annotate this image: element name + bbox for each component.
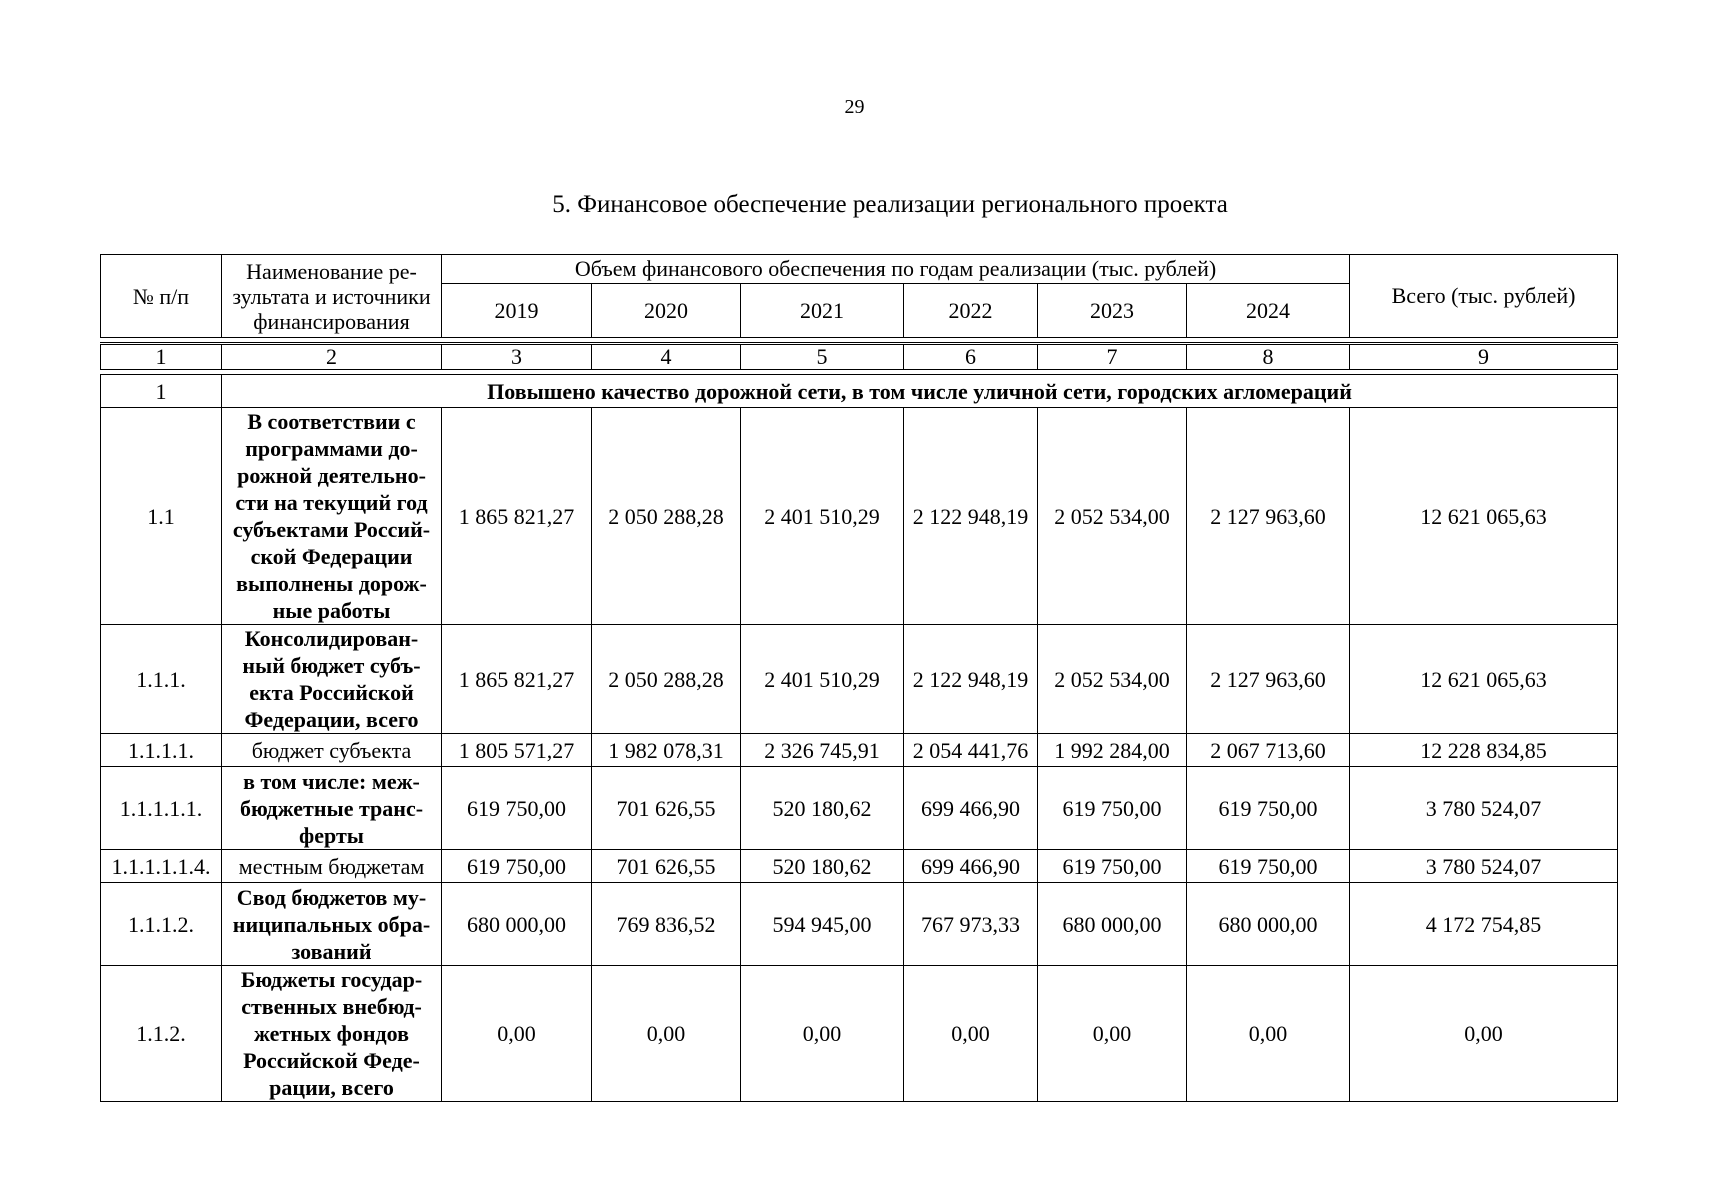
row-value-cell: 680 000,00 [1038,883,1187,966]
row-value-cell: 2 127 963,60 [1187,408,1350,625]
row-value-cell: 2 401 510,29 [741,408,904,625]
row-value-cell: 619 750,00 [1038,767,1187,850]
row-total-cell: 4 172 754,85 [1350,883,1618,966]
row-value-cell: 619 750,00 [442,767,592,850]
row-value-cell: 2 052 534,00 [1038,625,1187,734]
row-value-cell: 619 750,00 [1038,850,1187,883]
row-num-cell: 1.1.1.1.1.4. [101,850,222,883]
row-name-cell: Консолидирован-ный бюджет субъ-екта Российской Федерации, всего [222,625,442,734]
header-year-cell: 2019 [442,284,592,338]
row-value-cell: 619 750,00 [1187,767,1350,850]
row-num-cell: 1.1.2. [101,966,222,1102]
row-value-cell: 520 180,62 [741,850,904,883]
column-number-cell: 4 [592,344,741,370]
row-value-cell: 2 052 534,00 [1038,408,1187,625]
column-number-cell: 8 [1187,344,1350,370]
row-name-cell: бюджет субъекта [222,734,442,767]
column-number-cell: 5 [741,344,904,370]
header-year-cell: 2022 [904,284,1038,338]
column-number-cell: 3 [442,344,592,370]
row-value-cell: 701 626,55 [592,850,741,883]
row-total-cell: 12 621 065,63 [1350,408,1618,625]
row-value-cell: 699 466,90 [904,850,1038,883]
header-year-cell: 2023 [1038,284,1187,338]
table-row [101,966,1618,1102]
column-number-cell: 7 [1038,344,1187,370]
row-num-cell: 1.1.1.2. [101,883,222,966]
row-value-cell: 769 836,52 [592,883,741,966]
row-num-cell: 1.1.1.1.1. [101,767,222,850]
header-row-top [101,255,1618,284]
row-value-cell: 1 805 571,27 [442,734,592,767]
header-num-cell: № п/п [101,255,222,338]
row-value-cell: 680 000,00 [442,883,592,966]
row-name-cell: местным бюджетам [222,850,442,883]
table-row [101,767,1618,850]
row-value-cell: 2 127 963,60 [1187,625,1350,734]
row-total-cell: 12 621 065,63 [1350,625,1618,734]
row-value-cell: 2 050 288,28 [592,408,741,625]
row-value-cell: 0,00 [592,966,741,1102]
header-total-cell: Всего (тыс. рублей) [1350,255,1618,338]
column-number-row [101,344,1618,370]
row-num-cell: 1.1.1. [101,625,222,734]
table-row [101,850,1618,883]
row-total-cell: 3 780 524,07 [1350,850,1618,883]
section-title-cell: Повышено качество дорожной сети, в том числе уличной сети, городских агломераций [222,375,1618,408]
section-num-cell: 1 [101,375,222,408]
column-number-cell: 6 [904,344,1038,370]
row-total-cell: 3 780 524,07 [1350,767,1618,850]
table-row [101,734,1618,767]
row-value-cell: 2 122 948,19 [904,408,1038,625]
row-value-cell: 680 000,00 [1187,883,1350,966]
row-value-cell: 594 945,00 [741,883,904,966]
row-value-cell: 0,00 [1187,966,1350,1102]
column-number-cell: 1 [101,344,222,370]
row-value-cell: 0,00 [904,966,1038,1102]
row-name-cell: Бюджеты государ-ственных внебюд-жетных фондов Российской Феде-рации, всего [222,966,442,1102]
document-title: 5. Финансовое обеспечение реализации регионального проекта [552,191,1228,218]
table-body [101,255,1618,1102]
financing-table [100,254,1618,1102]
row-value-cell: 2 401 510,29 [741,625,904,734]
row-value-cell: 520 180,62 [741,767,904,850]
table-row [101,883,1618,966]
header-volume-cell: Объем финансового обеспечения по годам реализации (тыс. рублей) [442,255,1350,284]
row-value-cell: 767 973,33 [904,883,1038,966]
row-value-cell: 0,00 [442,966,592,1102]
row-value-cell: 1 865 821,27 [442,625,592,734]
row-value-cell: 619 750,00 [442,850,592,883]
row-name-cell: в том числе: меж-бюджетные транс-ферты [222,767,442,850]
row-total-cell: 0,00 [1350,966,1618,1102]
row-value-cell: 2 067 713,60 [1187,734,1350,767]
row-value-cell: 1 992 284,00 [1038,734,1187,767]
section-row [101,375,1618,408]
row-value-cell: 699 466,90 [904,767,1038,850]
row-value-cell: 2 122 948,19 [904,625,1038,734]
row-value-cell: 0,00 [1038,966,1187,1102]
row-num-cell: 1.1 [101,408,222,625]
row-total-cell: 12 228 834,85 [1350,734,1618,767]
table-row [101,408,1618,625]
row-value-cell: 701 626,55 [592,767,741,850]
row-name-cell: В соответствии с программами до-рожной деятельно-сти на текущий год субъектами Россий-ской Федерации выполнены дорож-ные работы [222,408,442,625]
header-year-cell: 2021 [741,284,904,338]
row-value-cell: 2 326 745,91 [741,734,904,767]
header-name-cell: Наименование ре-зультата и источники финансирования [222,255,442,338]
row-value-cell: 0,00 [741,966,904,1102]
row-name-cell: Свод бюджетов му-ниципальных обра-зований [222,883,442,966]
row-value-cell: 619 750,00 [1187,850,1350,883]
header-year-cell: 2024 [1187,284,1350,338]
column-number-cell: 2 [222,344,442,370]
column-number-cell: 9 [1350,344,1618,370]
row-value-cell: 1 865 821,27 [442,408,592,625]
row-value-cell: 2 050 288,28 [592,625,741,734]
row-value-cell: 1 982 078,31 [592,734,741,767]
row-value-cell: 2 054 441,76 [904,734,1038,767]
page-number: 29 [844,96,865,118]
row-num-cell: 1.1.1.1. [101,734,222,767]
table-row [101,625,1618,734]
header-year-cell: 2020 [592,284,741,338]
